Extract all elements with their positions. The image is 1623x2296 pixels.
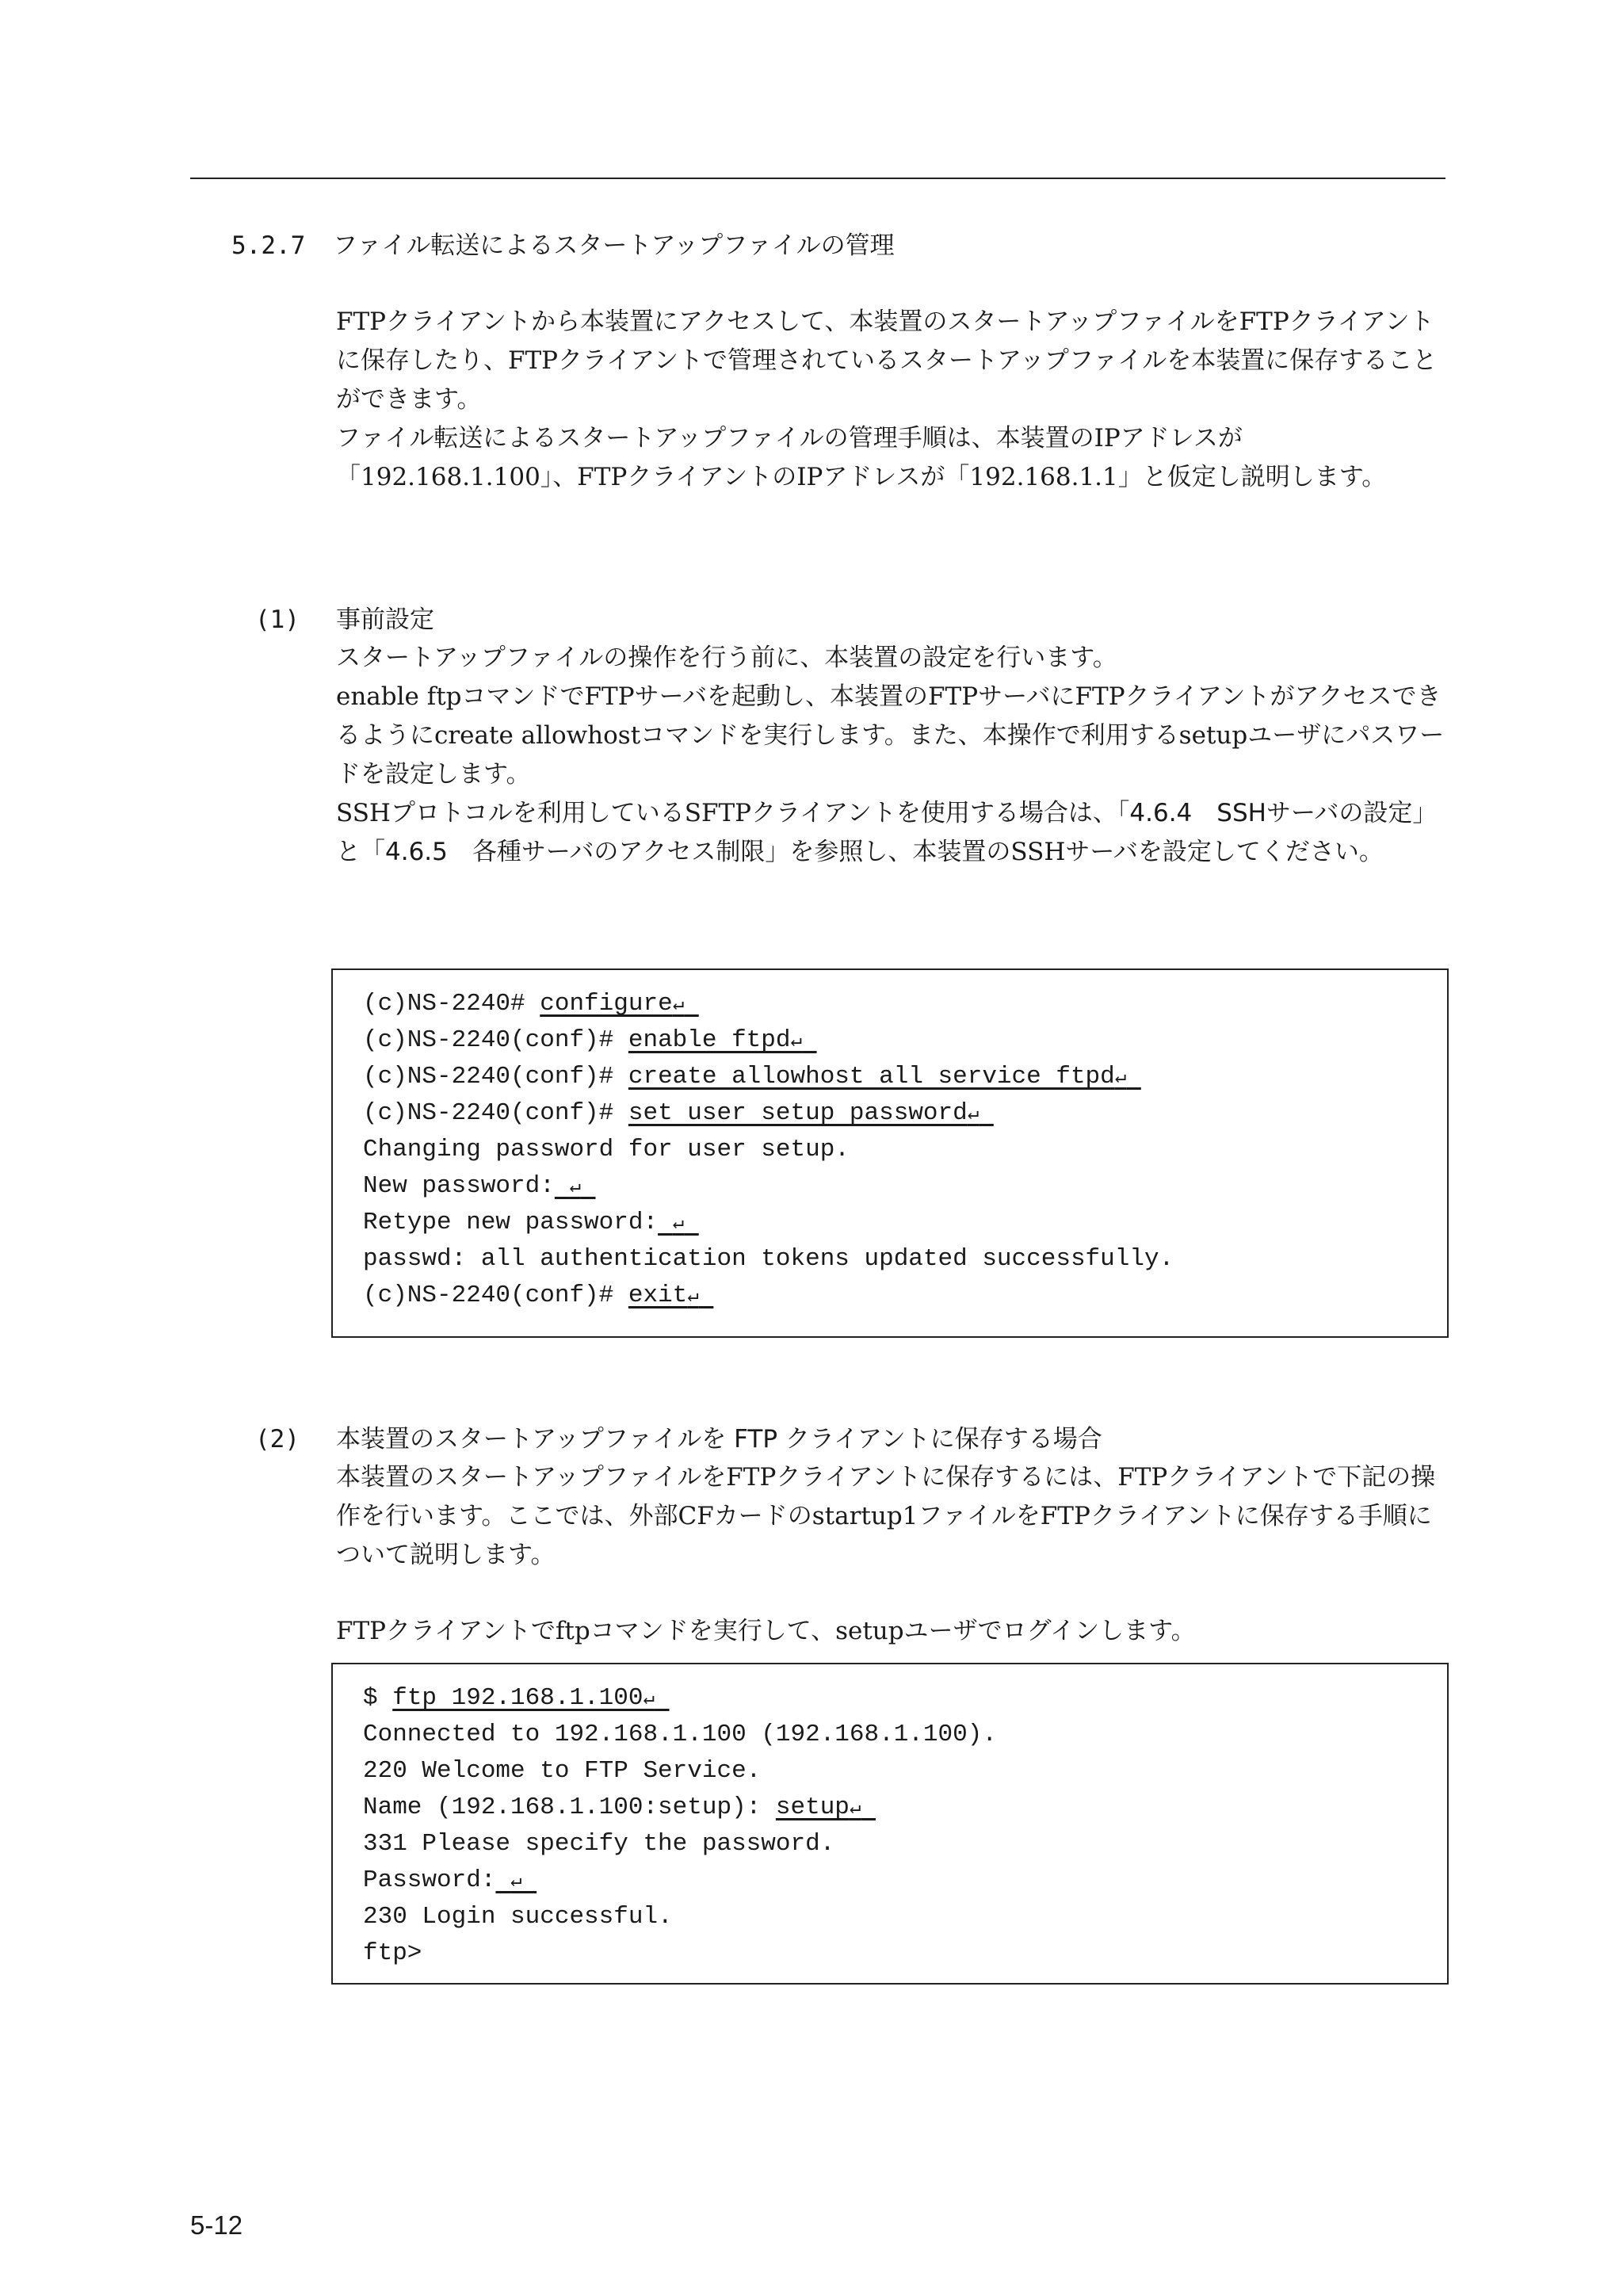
- code-line: [363, 1022, 1417, 1059]
- code-prompt: $: [363, 1684, 393, 1712]
- code-prompt: (c)NS-2240#: [363, 990, 540, 1018]
- code-command-text: ftp 192.168.1.100: [392, 1684, 643, 1712]
- code-line: [363, 1899, 1417, 1935]
- step2-paragraph-1: 本装置のスタートアップファイルをFTPクライアントに保存するには、FTPクライアントで下記の操作を行います。ここでは、外部CFカードのstartup1ファイルをFTPクライアントに保存する手順について説明します。: [336, 1463, 1436, 1569]
- code-line: [363, 1241, 1417, 1278]
- code-line: [363, 1680, 1417, 1717]
- return-key-icon: ↵: [672, 995, 685, 1016]
- page-number: 5-12: [190, 2210, 243, 2240]
- return-key-icon: ↵: [967, 1104, 980, 1125]
- return-key-icon: ↵: [687, 1286, 699, 1308]
- section-title: ファイル転送によるスタートアップファイルの管理: [333, 231, 895, 260]
- code-command: [776, 1794, 876, 1821]
- code-prompt: 230 Login successful.: [363, 1903, 673, 1931]
- code-command: [495, 1866, 537, 1894]
- code-line: [363, 1753, 1417, 1790]
- code-command-text: setup: [775, 1794, 850, 1821]
- code-command-text: configure: [540, 990, 673, 1018]
- code-prompt: Changing password for user setup.: [363, 1136, 850, 1163]
- intro-paragraph-1: FTPクライアントから本装置にアクセスして、本装置のスタートアップファイルをFTPクライアントに保存したり、FTPクライアントで管理されているスタートアップファイルを本装置に保存することができます。: [336, 308, 1438, 414]
- code-command: [540, 990, 699, 1018]
- step2-number: (2): [255, 1425, 300, 1454]
- code-line: [363, 1205, 1417, 1241]
- header-rule: [190, 178, 1445, 179]
- code-command: [555, 1172, 596, 1200]
- code-command: [392, 1684, 669, 1712]
- code-command-text: [495, 1866, 510, 1894]
- code-line: [363, 1278, 1417, 1314]
- return-key-icon: ↵: [569, 1177, 581, 1198]
- code-line: [363, 1935, 1417, 1972]
- code-line: [363, 1826, 1417, 1862]
- code-prompt: Retype new password:: [363, 1209, 659, 1236]
- code-line: [363, 1168, 1417, 1205]
- code-command-text: exit: [628, 1282, 688, 1309]
- code-command: [628, 1282, 713, 1309]
- code-line: [363, 986, 1417, 1022]
- code-command-text: [658, 1209, 673, 1236]
- code-prompt: (c)NS-2240(conf)#: [363, 1026, 628, 1054]
- step2-login-instruction: [336, 1612, 1445, 1651]
- code-line: [363, 1862, 1417, 1899]
- step1-title: 事前設定: [336, 606, 434, 634]
- code-command: [628, 1063, 1141, 1091]
- code-command: [628, 1026, 817, 1054]
- step1-paragraph-1: スタートアップファイルの操作を行う前に、本装置の設定を行います。: [336, 644, 1117, 672]
- code-line: [363, 1790, 1417, 1826]
- code-block-ftp-login: [331, 1663, 1449, 1985]
- code-prompt: Password:: [363, 1866, 496, 1894]
- code-prompt: (c)NS-2240(conf)#: [363, 1282, 628, 1309]
- code-line: [363, 1095, 1417, 1132]
- reference-ssh-server-settings: 4.6.4 SSHサーバの設定: [1129, 799, 1413, 827]
- code-prompt: Name (192.168.1.100:setup):: [363, 1794, 776, 1821]
- step1-paragraph-3: SSHプロトコルを利用しているSFTPクライアントを使用する場合は、「4.6.4 SSHサーバの設定」と「4.6.5 各種サーバのアクセス制限」を参照し、本装置のSSHサーバを設定してください。: [336, 799, 1438, 866]
- code-prompt: passwd: all authentication tokens updated successfully.: [363, 1245, 1174, 1273]
- code-command: [628, 1099, 994, 1127]
- intro-text: [336, 303, 1445, 497]
- return-key-icon: ↵: [672, 1213, 685, 1235]
- return-key-icon: ↵: [643, 1689, 655, 1710]
- code-command-text: create allowhost all service ftpd: [628, 1063, 1115, 1091]
- code-line: [363, 1132, 1417, 1168]
- return-key-icon: ↵: [1114, 1068, 1127, 1089]
- code-command-text: set user setup password: [628, 1099, 968, 1127]
- return-key-icon: ↵: [790, 1031, 802, 1052]
- code-line: [363, 1059, 1417, 1095]
- step2-text: [336, 1458, 1445, 1575]
- code-prompt: (c)NS-2240(conf)#: [363, 1099, 628, 1127]
- code-prompt: 220 Welcome to FTP Service.: [363, 1757, 762, 1785]
- code-prompt: ftp>: [363, 1939, 422, 1967]
- code-command: [658, 1209, 699, 1236]
- code-prompt: (c)NS-2240(conf)#: [363, 1063, 628, 1091]
- code-command-text: enable ftpd: [628, 1026, 791, 1054]
- return-key-icon: ↵: [510, 1871, 522, 1893]
- intro-paragraph-2: ファイル転送によるスタートアップファイルの管理手順は、本装置のIPアドレスが「192.168.1.100」、FTPクライアントのIPアドレスが「192.168.1.1」と仮定し説明します。: [336, 424, 1387, 491]
- code-prompt: 331 Please specify the password.: [363, 1830, 835, 1858]
- reference-server-access-control: 4.6.5 各種サーバのアクセス制限: [385, 838, 766, 866]
- return-key-icon: ↵: [849, 1798, 861, 1820]
- step1-number: (1): [255, 606, 300, 634]
- step1-heading: [255, 604, 434, 636]
- code-prompt: New password:: [363, 1172, 555, 1200]
- code-prompt: Connected to 192.168.1.100 (192.168.1.100).: [363, 1721, 997, 1748]
- code-command-text: [555, 1172, 570, 1200]
- code-line: [363, 1717, 1417, 1753]
- step2-title: 本装置のスタートアップファイルを FTP クライアントに保存する場合: [336, 1425, 1102, 1454]
- section-number: 5.2.7: [231, 231, 306, 260]
- step2-paragraph-2: FTPクライアントでftpコマンドを実行して、setupユーザでログインします。: [336, 1617, 1196, 1645]
- step1-paragraph-2: enable ftpコマンドでFTPサーバを起動し、本装置のFTPサーバにFTPクライアントがアクセスできるようにcreate allowhostコマンドを実行します。また、本操作で利用するsetupユーザにパスワードを設定します。: [336, 682, 1445, 789]
- step2-heading: [255, 1423, 1102, 1455]
- section-heading: [231, 230, 895, 262]
- step1-text: [336, 639, 1445, 872]
- code-block-pre-setup: [331, 968, 1449, 1338]
